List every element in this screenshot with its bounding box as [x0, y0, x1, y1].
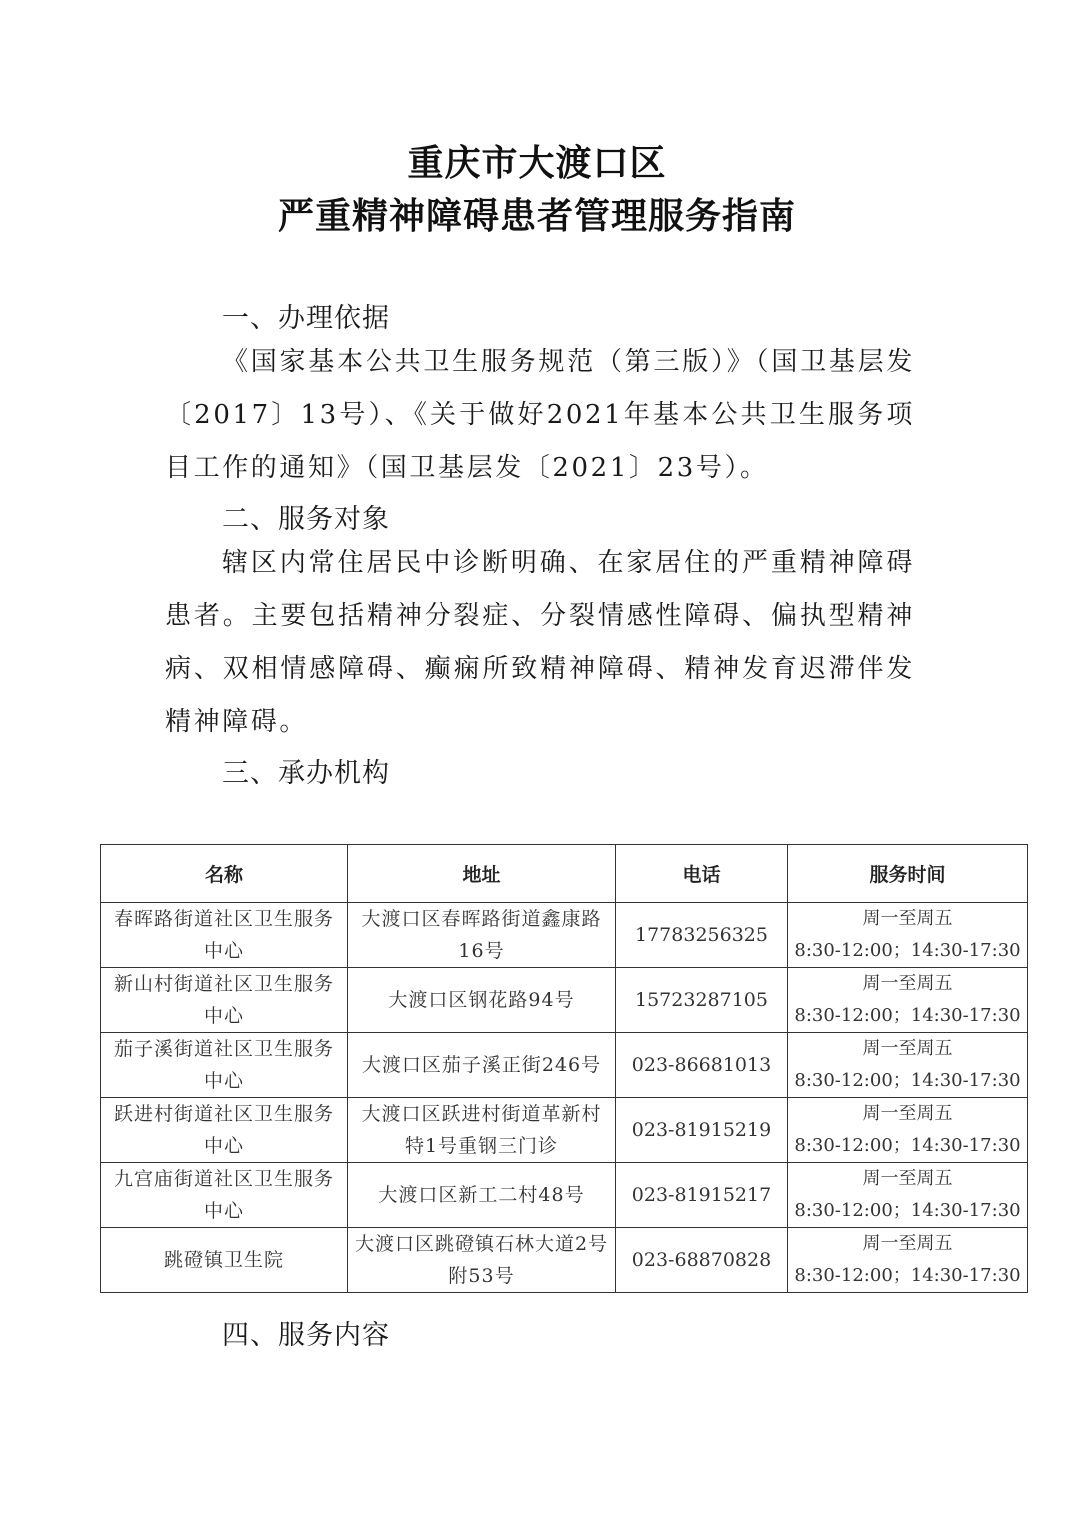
section-text-target: 辖区内常住居民中诊断明确、在家居住的严重精神障碍患者。主要包括精神分裂症、分裂情感性障碍、偏执型精神病、双相情感障碍、癫痫所致精神障碍、精神发育迟滞伴发精神障碍。: [165, 548, 915, 737]
cell-hours: [788, 1163, 1028, 1228]
cell-times: 8:30-12:00；14:30-17:30: [794, 1005, 1021, 1026]
cell-days: 周一至周五: [862, 1233, 953, 1254]
table-row: [101, 1033, 1028, 1098]
cell-address: 大渡口区跃进村街道革新村特1号重钢三门诊: [348, 1098, 616, 1163]
cell-address: 大渡口区茄子溪正街246号: [348, 1033, 616, 1098]
section-heading-basis: 一、办理依据: [222, 303, 390, 334]
cell-name: 跃进村街道社区卫生服务中心: [101, 1098, 348, 1163]
cell-days: 周一至周五: [862, 973, 953, 994]
cell-times: 8:30-12:00；14:30-17:30: [794, 1265, 1021, 1286]
cell-phone: 023-81915217: [616, 1163, 788, 1228]
cell-days: 周一至周五: [862, 1168, 953, 1189]
table-row: [101, 903, 1028, 968]
table-row: [101, 1228, 1028, 1293]
cell-phone: 023-68870828: [616, 1228, 788, 1293]
cell-phone: 17783256325: [616, 903, 788, 968]
cell-days: 周一至周五: [862, 1038, 953, 1059]
cell-phone: 023-86681013: [616, 1033, 788, 1098]
cell-hours: [788, 903, 1028, 968]
cell-hours: [788, 1098, 1028, 1163]
cell-hours: [788, 968, 1028, 1033]
cell-name: 九宫庙街道社区卫生服务中心: [101, 1163, 348, 1228]
column-header-address: 地址: [348, 845, 616, 903]
column-header-hours: 服务时间: [788, 845, 1028, 903]
institutions-table: [100, 844, 1028, 1293]
section-heading-target: 二、服务对象: [222, 504, 390, 535]
table-row: [101, 1163, 1028, 1228]
cell-address: 大渡口区钢花路94号: [348, 968, 616, 1033]
cell-times: 8:30-12:00；14:30-17:30: [794, 1135, 1021, 1156]
cell-hours: [788, 1228, 1028, 1293]
cell-phone: 023-81915219: [616, 1098, 788, 1163]
document-title-line1: 重庆市大渡口区: [407, 142, 667, 184]
cell-address: 大渡口区春晖路街道鑫康路16号: [348, 903, 616, 968]
table-row: [101, 1098, 1028, 1163]
column-header-phone: 电话: [616, 845, 788, 903]
cell-address: 大渡口区跳磴镇石林大道2号附53号: [348, 1228, 616, 1293]
cell-name: 春晖路街道社区卫生服务中心: [101, 903, 348, 968]
cell-times: 8:30-12:00；14:30-17:30: [794, 940, 1021, 961]
table-header-row: [101, 845, 1028, 903]
table-row: [101, 968, 1028, 1033]
cell-days: 周一至周五: [862, 1103, 953, 1124]
section-heading-content: 四、服务内容: [222, 1320, 390, 1351]
section-heading-institutions: 三、承办机构: [222, 758, 390, 789]
cell-times: 8:30-12:00；14:30-17:30: [794, 1070, 1021, 1091]
cell-days: 周一至周五: [862, 908, 953, 929]
cell-name: 跳磴镇卫生院: [101, 1228, 348, 1293]
cell-name: 茄子溪街道社区卫生服务中心: [101, 1033, 348, 1098]
cell-times: 8:30-12:00；14:30-17:30: [794, 1200, 1021, 1221]
document-title-line2: 严重精神障碍患者管理服务指南: [277, 195, 796, 237]
cell-phone: 15723287105: [616, 968, 788, 1033]
column-header-name: 名称: [101, 845, 348, 903]
cell-address: 大渡口区新工二村48号: [348, 1163, 616, 1228]
cell-hours: [788, 1033, 1028, 1098]
section-text-basis: 《国家基本公共卫生服务规范（第三版）》（国卫基层发〔2017〕13号）、《关于做好2021年基本公共卫生服务项目工作的通知》（国卫基层发〔2021〕23号）。: [165, 347, 915, 483]
cell-name: 新山村街道社区卫生服务中心: [101, 968, 348, 1033]
